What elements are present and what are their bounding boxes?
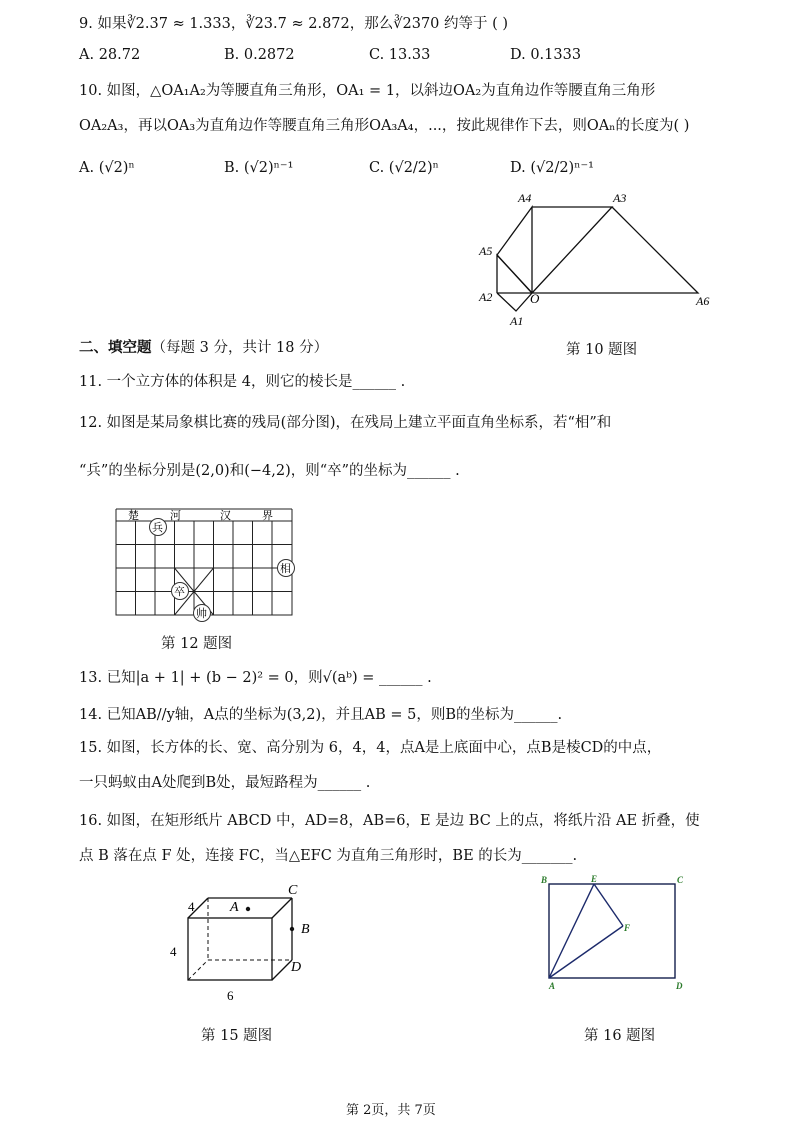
piece-xiang-label: 相	[280, 563, 291, 575]
label-height: 4	[170, 944, 177, 959]
label-a4: A4	[518, 191, 532, 205]
label-b: B	[301, 922, 310, 937]
board-he: 河	[170, 510, 181, 522]
point-b	[290, 927, 294, 931]
q10-stem-line1: 10. 如图，△OA₁A₂为等腰直角三角形，OA₁ = 1，以斜边OA₂为直角边作等腰直角三角形	[79, 83, 656, 99]
triangle-oa1a2	[497, 293, 532, 311]
q16-rectangle	[535, 870, 695, 995]
q9-option-b: B. 0.2872	[224, 47, 295, 63]
q12-stem-line2: “兵”的坐标分别是(2,0)和(−4,2)，则“卒”的坐标为______ .	[79, 463, 460, 479]
q10-option-b: B. (√2)ⁿ⁻¹	[224, 160, 294, 176]
q9-option-a: A. 28.72	[79, 47, 141, 63]
page-footer: 第 2页，共 7页	[346, 1103, 436, 1118]
label-a1: A1	[510, 314, 524, 328]
label-c: C	[677, 875, 684, 885]
piece-shuai	[194, 605, 211, 622]
triangle-oa3a4	[497, 207, 532, 293]
label-d: D	[676, 981, 683, 991]
section-title: 二、填空题	[79, 339, 152, 356]
q10-option-d: D. (√2/2)ⁿ⁻¹	[510, 160, 594, 176]
label-length: 6	[227, 988, 234, 1003]
label-d: D	[291, 960, 302, 975]
q11-stem: 11. 一个立方体的体积是 4，则它的棱长是______ .	[79, 374, 406, 390]
label-a: A	[230, 900, 239, 915]
piece-zu	[172, 583, 189, 600]
label-a: A	[549, 981, 556, 991]
label-a5: A5	[479, 244, 493, 258]
q12-caption: 第 12 题图	[161, 636, 233, 652]
q9-option-d: D. 0.1333	[510, 47, 582, 63]
label-b: B	[541, 875, 548, 885]
piece-bing-label: 兵	[152, 522, 163, 534]
label-a2: A2	[479, 290, 493, 304]
label-o: O	[530, 291, 540, 306]
piece-bing	[150, 519, 167, 536]
board-chu: 楚	[128, 510, 139, 522]
section-note: （每题 3 分，共计 18 分）	[151, 340, 329, 356]
q15-stem-line1: 15. 如图，长方体的长、宽、高分别为 6，4，4，点A是上底面中心，点B是棱CD的中点，	[79, 740, 662, 756]
piece-shuai-label: 帅	[196, 608, 207, 620]
label-a3: A3	[613, 191, 627, 205]
q12-stem-line1: 12. 如图是某局象棋比赛的残局(部分图)，在残局上建立平面直角坐标系，若“相”和	[79, 415, 612, 431]
q15-caption: 第 15 题图	[201, 1028, 273, 1044]
q16-caption: 第 16 题图	[584, 1028, 656, 1044]
q9-option-c: C. 13.33	[369, 47, 431, 63]
q13-stem: 13. 已知|a + 1| + (b − 2)² = 0，则√(aᵇ) = ______ .	[79, 670, 432, 686]
label-e: E	[591, 874, 598, 884]
q9-stem: 9. 如果∛2.37 ≈ 1.333，∛23.7 ≈ 2.872，那么∛2370 约等于 ( )	[79, 16, 509, 32]
q10-option-a: A. (√2)ⁿ	[79, 160, 135, 176]
q10-stem-line2: OA₂A₃，再以OA₃为直角边作等腰直角三角形OA₃A₄，...，按此规律作下去，则OAₙ的长度为( )	[79, 118, 690, 134]
q15-cuboid	[160, 880, 330, 1008]
q14-stem: 14. 已知AB//y轴，A点的坐标为(3,2)，并且AB = 5，则B的坐标为______.	[79, 707, 563, 723]
board-han: 汉	[220, 510, 231, 522]
piece-xiang	[278, 560, 295, 577]
point-a	[246, 907, 250, 911]
q15-stem-line2: 一只蚂蚁由A处爬到B处，最短路程为______ .	[79, 775, 371, 791]
label-a6: A6	[696, 294, 710, 308]
triangle-oa4a5	[532, 207, 612, 293]
q12-chessboard	[108, 505, 298, 627]
label-width: 4	[188, 899, 195, 914]
board-jie: 界	[262, 510, 273, 522]
q16-stem-line1: 16. 如图，在矩形纸片 ABCD 中，AD=8，AB=6，E 是边 BC 上的点，将纸片沿 AE 折叠，使	[79, 813, 700, 829]
q10-caption: 第 10 题图	[566, 342, 638, 358]
label-f: F	[624, 923, 631, 933]
piece-zu-label: 卒	[174, 586, 185, 598]
q16-stem-line2: 点 B 落在点 F 处，连接 FC，当△EFC 为直角三角形时，BE 的长为_______.	[79, 848, 578, 864]
q10-figure	[470, 185, 720, 330]
triangle-oa5a6	[532, 207, 698, 293]
label-c: C	[288, 883, 298, 898]
section-heading	[79, 338, 328, 358]
q10-option-c: C. (√2/2)ⁿ	[369, 160, 439, 176]
